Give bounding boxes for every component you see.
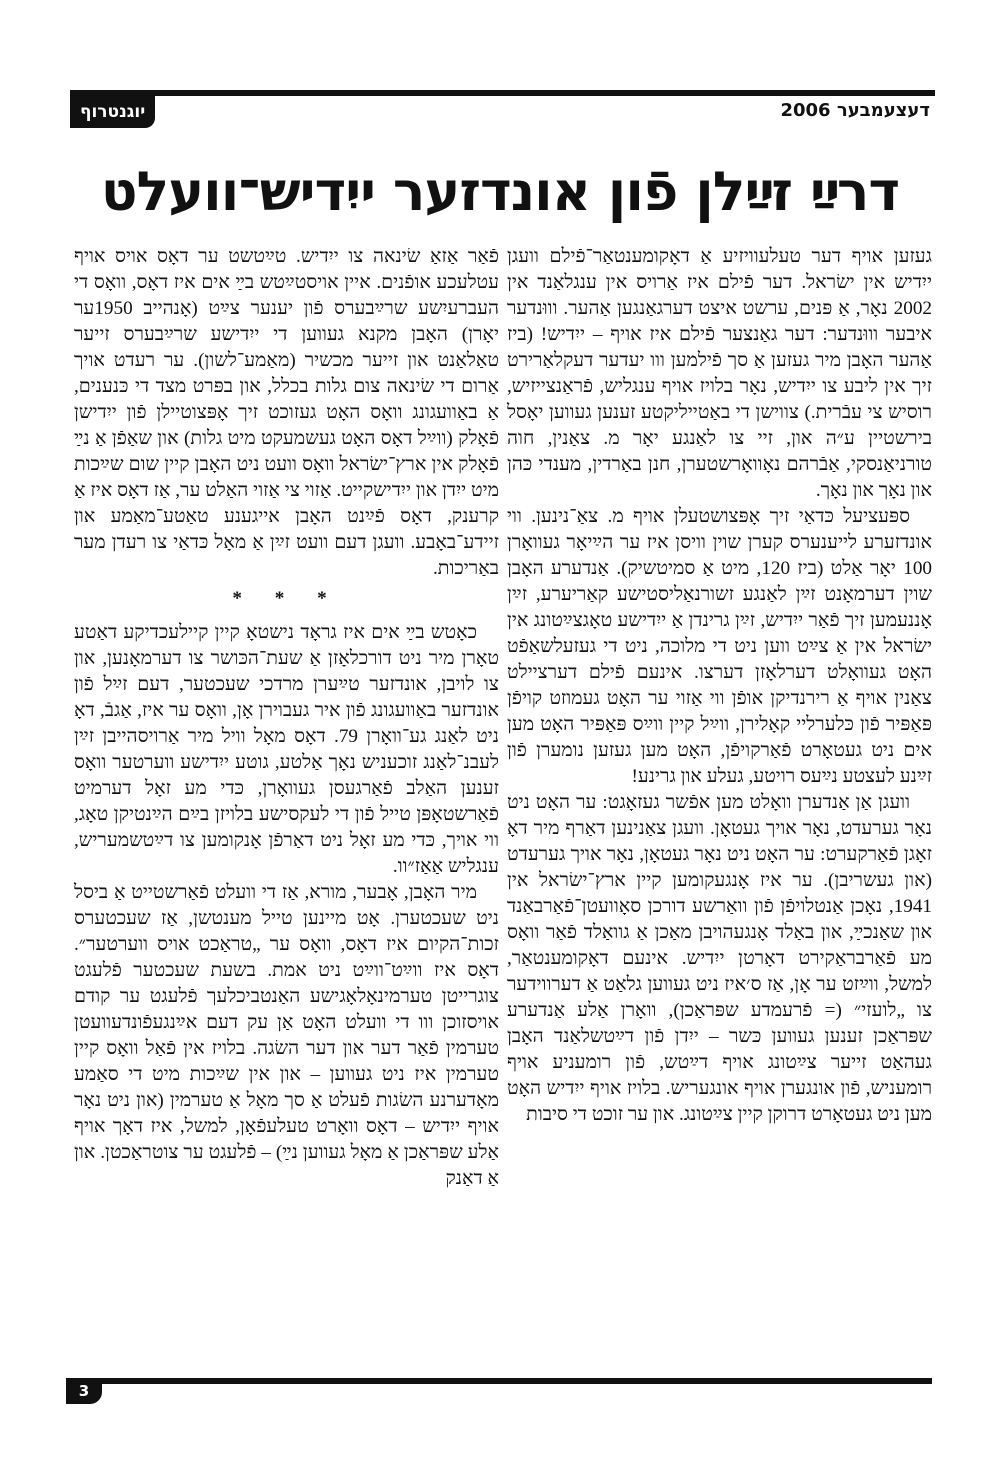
- header-rule: [70, 90, 935, 96]
- article-title: דרײַ זײַלן פֿון אונדזער ייִדיש־וועלט: [100, 160, 900, 223]
- paragraph: געזען אויף דער טעלעוויזיע אַ דאָקומענטאַר־פֿילם וועגן ייִדיש אין ישׂראל. דער פֿילם איז אַרויס אין ענגלאַנד אין 2002 נאָר, אַ פּנים, ערשט איצט דערגאַנגען אַהער. וווּנדער איבער וווּנדער: דער גאַנצער פֿילם איז אויף – ייִדיש! (ביז אַהער האָבן מיר געזען אַ סך פֿילמען ווו יעדער דעקלאַרירט זיך אין ליבע צו ייִדיש, נאָר בלויז אויף ענגליש, פֿראַנצייזיש, רוסיש צי עבֿרית.) צווישן די באַטייליקטע זענען געווען יאָסל בירשטיין ע״ה און, זיי צו לאַנגע יאָר מ. צאַנין, חוה טורניאַנסקי, אַבֿרהם נאָוואָרשטערן, חנן באַרדין, מענדי כּהן און נאָך און נאָך.: [507, 246, 932, 501]
- issue-date: דעצעמבער 2006: [780, 100, 930, 121]
- paragraph: מיר האָבן, אָבער, מורא, אַז די וועלט פֿאַרשטייט אַ ביסל ניט שעכטערן. אָט מיינען טייל מענטשן, אַז שעכטערס זכות־הקיום איז דאָס, וואָס ער „טראַכט אויס ווערטער״. דאָס איז ווײַט־ווײַט ניט אמת. בשעת שעכטער פֿלעגט צוגרייטן טערמינאָלאָגישע האַנטביכלעך פֿלעגט ער קודם אויסזוכן ווו די וועלט האָט אַן עק דעם אײַנגעפֿונדעוועטן טערמין פֿאַר דער און דער השׂגה. בלויז אין פֿאַל וואָס קיין טערמין איז ניט געווען – און אין שײַכות מיט די סאַמע מאָדערנע השׂגות פֿעלט אַ סך מאָל אַ טערמין (און ניט נאָר אויף ייִדיש – דאָס וואָרט טעלעפֿאָן, למשל, איז דאָך אויף אַלע שפּראַכן אַ מאָל געווען נײַ) – פֿלעגט ער צוטראַכטן. און אַ דאַנק: [74, 882, 499, 1189]
- paragraph: פֿאַר אַזאַ שׂינאה צו ייִדיש. טײַטשט ער דאָס אויס אויף עטלעכע אופֿנים. איין אויסטײַטש בײַ אים איז דאָס, וואָס די העברעיִשע שרײַבערס פֿון יענער צײַט (אָנהייב 1950ער יאָרן) האָבן מקנא געווען די ייִדישע שרײַבערס זייער טאַלאַנט און זייער מכשיר (מאַמע־לשון). ער רעדט אויך אַרום די שׂינאה צום גלות בכלל, און בפּרט מצד די כּנענים, אַ באַוועגונג וואָס האָט געזוכט זיך אָפּצוטיילן פֿון ייִדישן פֿאָלק (ווײַל דאָס האָט געשמעקט מיט גלות) און שאַפֿן אַ נײַ פֿאָלק אין ארץ־ישׂראל וואָס וועט ניט האָבן קיין שום שײַכות מיט ייִדן און ייִדישקייט. אַזוי צי אַזוי האַלט ער, אַז דאָס איז אַ קרענק, דאָס פֿײַנט האָבן אייגענע טאַטע־מאַמע און זיידע־באָבע. וועגן דעם וועט זײַן אַ מאָל כּדאַי צו רעדן מער באַריכות.: [74, 246, 499, 579]
- page-number: 3: [66, 1378, 102, 1404]
- article-column-right: [507, 244, 932, 1128]
- section-separator: * * *: [232, 588, 341, 609]
- paragraph: ספּעציעל כּדאַי זיך אָפּצושטעלן אויף מ. צאַ־נינען. ווי אונדזערע לייענערס קערן שוין וויסן איז ער הײַיאָר געוואָרן 100 יאָר אַלט (ביז 120, מיט אַ סמיטשיק). אַנדערע האָבן שוין דערמאָנט זײַן לאַנגע זשורנאַליסטישע קאַריערע, זײַן אָננעמען זיך פֿאַר ייִדיש, זײַן גרינדן אַ ייִדישע טאָגצײַטונג אין ישׂראל אין אַ צײַט ווען ניט די מלוכה, ניט די געזעלשאַפֿט האָט געוואָלט דערלאָזן דערצו. אינעם פֿילם דערציילט צאַנין אויף אַ רירנדיקן אופֿן ווי אַזוי ער האָט געמוזט קויפֿן פּאַפּיר פֿון כּלערליי קאָלירן, ווײַל קיין ווײַס פּאַפּיר האָט מען אים ניט געטאָרט פֿאַרקויפֿן, האָט מען געזען נומערן פֿון זײַנע לעצטע נײַעס רויטע, געלע און גרינע!: [507, 506, 932, 787]
- paragraph: וועגן אַן אַנדערן וואָלט מען אפֿשר געזאָגט: ער האָט ניט נאָר גערעדט, נאָר אויך געטאָן. וועגן צאַנינען דאַרף מיר דאָ זאָגן פֿאַרקערט: ער האָט ניט נאָר געטאָן, נאָר אויך גערעדט (און געשריבן). ער איז אָנגעקומען קיין ארץ־ישׂראל אין 1941, נאָכן אַנטלויפֿן פֿון וואַרשע דורכן סאָוועטן־פֿאַרבאַנד און שאַנכײַ, און באַלד אָנגעהויבן מאַכן אַ גוואַלד פֿאַר וואָס מע פֿאַרבראַקירט דאָרטן ייִדיש. אינעם דאָקומענטאַר, למשל, ווײַזט ער אָן, אַז ס׳איז ניט געווען גלאַט אַ דערווידער צו „לועזי״ (= פֿרעמדע שפּראַכן), וואָרן אַלע אַנדערע שפּראַכן זענען געווען כּשר – ייִדן פֿון דײַטשלאַנד האָבן געהאַט זייער צײַטונג אויף דײַטש, פֿון רומעניע אויף רומעניש, פֿון אונגערן אויף אונגעריש. בלויז אויף ייִדיש האָט מען ניט געטאָרט דרוקן קיין צײַטונג. און ער זוכט די סיבות: [507, 792, 932, 1125]
- section-label: יוגנטרוף: [70, 96, 155, 128]
- paragraph: כאָטש בײַ אים איז גראָד נישטאָ קיין קיילעכדיקע דאַטע טאָרן מיר ניט דורכלאָזן אַ שעת־הכּושר צו דערמאָנען, און צו לויבן, אונדזער טײַערן מרדכי שעכטער, דעם זײַל פֿון אונדזער באַוועגונג פֿון איר געבוירן אָן, וואָס ער איז, אַגבֿ, דאָ ניט לאַנג גע־וואָרן 79. דאָס מאָל וויל מיר אַרויסהייבן זײַן לעבנ־לאַנג זוכעניש נאָך אַלטע, גוטע ייִדישע ווערטער וואָס זענען האַלב פֿאַרגעסן געוואָרן, כּדי מע זאָל דערמיט פֿאַרשטאָפּן טייל פֿון די לעקסישע בלויזן בײַם הײַנטיקן טאָג, ווי אויך, כּדי מע זאָל ניט דאַרפֿן אָנקומען צו דײַטשמעריש, ענגליש אַאַז״וו.: [74, 622, 499, 877]
- article-column-left: [74, 244, 499, 1192]
- footer-rule: [70, 1378, 932, 1384]
